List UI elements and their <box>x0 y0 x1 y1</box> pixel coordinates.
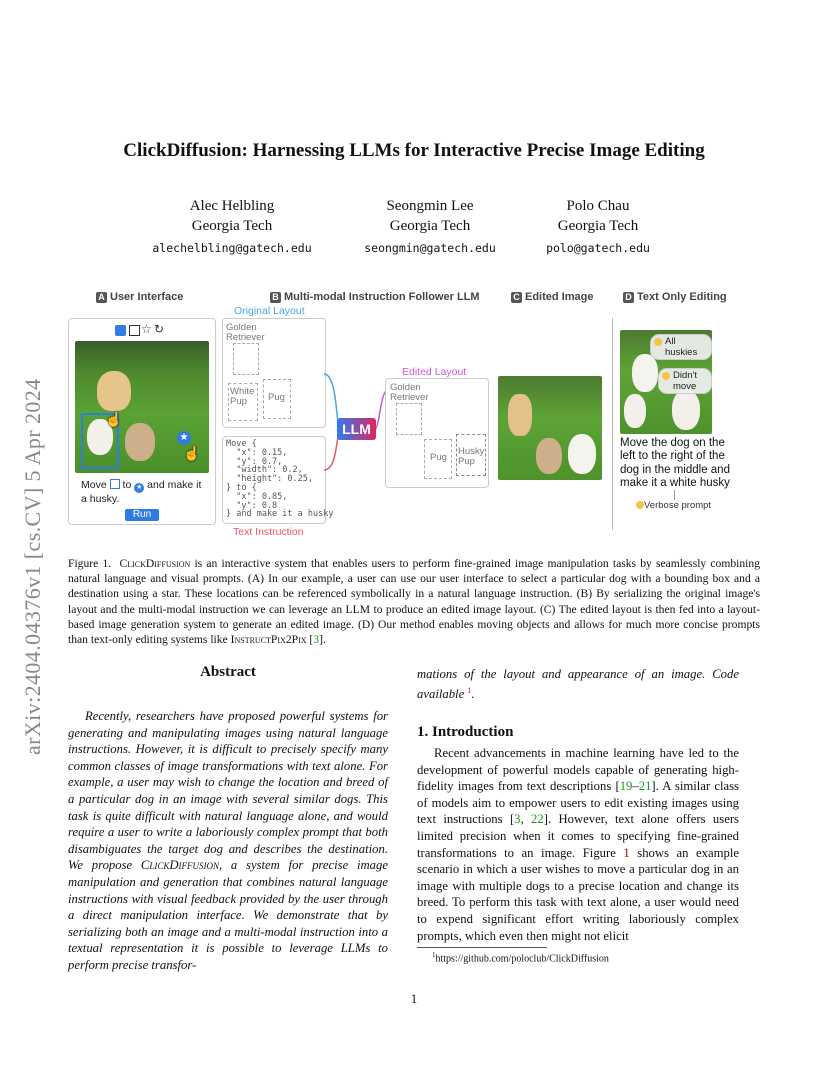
code-line: "y": 0.8 <box>226 500 278 511</box>
pug-dog <box>536 438 562 474</box>
caption-label: Figure 1. <box>68 557 112 570</box>
caption-end: ]. <box>319 633 326 647</box>
husky-pup-dog <box>568 434 596 474</box>
author-affiliation: Georgia Tech <box>389 218 471 234</box>
original-layout-box <box>222 318 326 428</box>
panel-badge: B <box>270 292 281 303</box>
bbox-tool-icon[interactable] <box>129 325 140 336</box>
bbox-token-icon <box>110 479 120 489</box>
text-instruction-label: Text Instruction <box>233 526 304 538</box>
author-affiliation: Georgia Tech <box>557 218 639 234</box>
run-button[interactable]: Run <box>125 509 159 521</box>
pug-label: Pug <box>430 452 447 463</box>
arxiv-identifier: arXiv:2404.04376v1 [cs.CV] 5 Apr 2024 <box>20 378 45 755</box>
instruction-text: and make it a husky. <box>81 479 202 505</box>
system-name: ClickDiffusion <box>140 858 220 873</box>
text-only-prompt: Move the dog on the left to the right of the dog in the middle and make it a white husky <box>620 437 730 490</box>
instruction-text: Move <box>81 479 107 491</box>
all-huskies-bubble: All huskies <box>650 334 712 360</box>
system-name: ClickDiffusion <box>119 557 191 570</box>
reset-tool-icon[interactable]: ↻ <box>154 322 165 336</box>
user-interface-panel <box>68 318 216 525</box>
author-name: Seongmin Lee <box>386 198 474 214</box>
original-layout-label: Original Layout <box>234 305 305 317</box>
panel-title: Text Only Editing <box>637 291 727 303</box>
intro-text: shows an example scenario in which a user wishes to move a particular dog in an image with multiple dogs to a precise location and change its breed. To perform this task with text alone, a user would need to expend significant effort writing laboriously complex prompts, which even then might not elicit <box>417 845 739 943</box>
white-pup-label: White Pup <box>230 386 255 407</box>
cursor-hand-icon: ☝ <box>183 445 201 461</box>
husky-dog <box>672 390 700 430</box>
star-tool-icon[interactable]: ☆ <box>141 322 152 336</box>
footnote <box>432 951 609 964</box>
panel-title: User Interface <box>110 291 184 303</box>
code-line: Move { <box>226 439 257 449</box>
instruction-input[interactable] <box>81 479 207 506</box>
destination-star-icon[interactable]: ★ <box>177 431 191 445</box>
abstract-continued: mations of the layout and appearance of an image. Code available $^1$. <box>417 667 739 701</box>
citation-link[interactable]: 21 <box>638 779 652 794</box>
abstract-text: mations of the layout and appearance of an image. Code available <box>417 667 739 701</box>
emoji-icon <box>636 501 644 509</box>
code-line: } to { <box>226 482 257 493</box>
citation-link[interactable]: 3 <box>514 812 521 827</box>
code-line: } and make it a husky <box>226 509 334 520</box>
input-image[interactable] <box>75 341 209 473</box>
footnote-marker[interactable]: 1 <box>467 685 472 695</box>
edited-image <box>498 376 602 480</box>
code-line: "x": 0.15, <box>226 447 288 458</box>
footnote-rule <box>417 947 547 948</box>
baseline-name: InstructPix2Pix <box>230 633 307 647</box>
code-line: "height": 0.25, <box>226 474 313 485</box>
footnote-url[interactable]: https://github.com/poloclub/ClickDiffusion <box>435 953 609 965</box>
verbose-prompt-label <box>636 500 711 511</box>
paper-title: ClickDiffusion: Harnessing LLMs for Interactive Precise Image Editing <box>123 140 705 161</box>
panel-title: Edited Image <box>525 291 594 303</box>
tool-palette <box>113 324 169 338</box>
pug-dog <box>125 423 155 461</box>
author-3 <box>508 196 688 258</box>
panel-d-header <box>623 291 727 303</box>
golden-retriever-dog <box>508 394 532 436</box>
panel-badge: C <box>511 292 522 303</box>
panel-b-header <box>270 291 480 303</box>
husky-dog <box>632 354 658 392</box>
golden-retriever-box <box>233 343 259 375</box>
introduction-heading: 1. Introduction <box>417 724 514 740</box>
panel-title: Multi-modal Instruction Follower LLM <box>284 291 480 303</box>
introduction-body: Recent advancements in machine learning have led to the development of powerful models capable of generating high-fidelity images from text descriptions [19–21]. A similar class of models aim to empower users to edit existing images using text instructions [3, 22]. However, text alone offers users limited precision when it comes to specifying fine-grained transformations to an image. Figure 1 shows an example scenario in which a user wishes to move a particular dog in an image with multiple dogs to a precise location and change its breed. To perform this task with text alone, a user would need to expend significant effort writing laboriously complex prompts, which even then might not elicit <box>417 746 739 943</box>
code-line: "width": 0.2, <box>226 465 303 476</box>
abstract-heading: Abstract <box>200 664 256 680</box>
figure-link[interactable]: 1 <box>623 845 630 860</box>
panel-divider <box>612 318 613 530</box>
panel-a-header <box>96 291 183 303</box>
didnt-move-bubble: Didn't move <box>658 368 712 394</box>
golden-retriever-label: Golden Retriever <box>390 382 429 403</box>
page-number: 1 <box>410 991 418 1006</box>
figure-caption: Figure 1. ClickDiffusion is an interactive system that enables users to perform fine-grained image manipulation tasks by seamlessly combining natural language and visual prompts. (A) In our example, a user can use our user interface to select a particular dog with a bounding box and a destination using a star. These locations can be referenced symbolically in a natural language instruction. (B) By serializing the original image's layout and the multi-modal instruction we can leverage an LLM to produce an edited image layout. (C) The edited layout is then fed into a layout-based image generation system to generate an edited image. (D) Our method enables moving objects and allows for much more concise prompts than text-only editing systems like InstructPix2Pix [3]. <box>68 557 760 647</box>
citation-link[interactable]: 19 <box>619 779 633 794</box>
prompt-pointer <box>674 490 675 500</box>
author-email[interactable]: alechelbling@gatech.edu <box>152 241 312 255</box>
intro-text: Recent advancements in machine learning have led to the development of powerful models capable of generating high-fidelity images from text descriptions [ <box>417 746 739 794</box>
select-tool-icon[interactable] <box>115 325 126 336</box>
verbose-label-text: Verbose prompt <box>644 500 712 511</box>
edited-layout-box <box>385 378 489 488</box>
intro-text: ]. A similar class of models aim to empower users to edit existing images using text instructions [ <box>417 779 739 827</box>
footnote-number: 1 <box>432 951 436 959</box>
citation-link[interactable]: 3 <box>313 633 320 647</box>
husky-dog <box>624 394 646 428</box>
abstract-text: , a system for precise image manipulation and generation that combines natural language instructions with visual feedback provided by the user through a direct manipulation interface. We demonstrate that by serializing both an image and a multi-modal instruction into a textual representation it is possible to leverage LLMs to perform precise transfor- <box>68 858 388 972</box>
code-line: "y": 0.7, <box>226 456 283 467</box>
author-name: Polo Chau <box>566 198 630 214</box>
edited-layout-label: Edited Layout <box>402 366 467 378</box>
husky-pup-label: Husky Pup <box>458 446 485 467</box>
citation-link[interactable]: 22 <box>531 812 544 827</box>
golden-retriever-box <box>396 403 422 435</box>
author-email[interactable]: polo@gatech.edu <box>546 241 650 255</box>
author-affiliation: Georgia Tech <box>191 218 273 234</box>
abstract-body <box>68 708 388 974</box>
author-email[interactable]: seongmin@gatech.edu <box>364 241 496 255</box>
star-token-icon: ★ <box>136 484 143 491</box>
abstract-text: Recently, researchers have proposed powerful systems for generating and manipulating images using natural language instructions. However, it is difficult to precisely specify many common classes of image transformations with text alone. For example, a user may wish to change the location and breed of a particular dog in an image with several similar dogs. This task is quite difficult with natural language alone, and would require a user to write a laboriously complex prompt that both disambiguates the target dog and describes the destination. We propose <box>68 709 388 873</box>
pug-label: Pug <box>268 392 285 403</box>
intro-text: ]. However, text alone offers users limited precision when it comes to specifying fine-grained transformations to an image. Figure <box>417 812 739 860</box>
author-name: Alec Helbling <box>189 198 275 214</box>
cursor-hand-icon: ☝ <box>105 411 123 427</box>
author-1 <box>142 196 322 258</box>
code-line: "x": 0.85, <box>226 491 288 502</box>
text-only-edited-image <box>620 330 712 434</box>
caption-text: is an interactive system that enables users to perform fine-grained image manipulation tasks by seamlessly combining natural language and visual prompts. (A) In our example, a user can use our user interface to select a particular dog with a bounding box and a destination using a star. These locations can be referenced symbolically in a natural language instruction. (B) By serializing the original image's layout and the multi-modal instruction we can leverage an LLM to produce an edited image layout. (C) The edited layout is then fed into a layout-based image generation system to generate an edited image. (D) Our method enables moving objects and allows for much more concise prompts than text-only editing systems like <box>68 557 760 647</box>
panel-c-header <box>511 291 593 303</box>
author-2 <box>340 196 520 258</box>
golden-retriever-dog <box>97 371 131 411</box>
golden-retriever-label: Golden Retriever <box>226 322 265 343</box>
panel-badge: D <box>623 292 634 303</box>
instruction-text: to <box>122 479 132 491</box>
text-instruction-box <box>222 436 334 524</box>
llm-box: LLM <box>337 418 376 440</box>
panel-badge: A <box>96 292 107 303</box>
